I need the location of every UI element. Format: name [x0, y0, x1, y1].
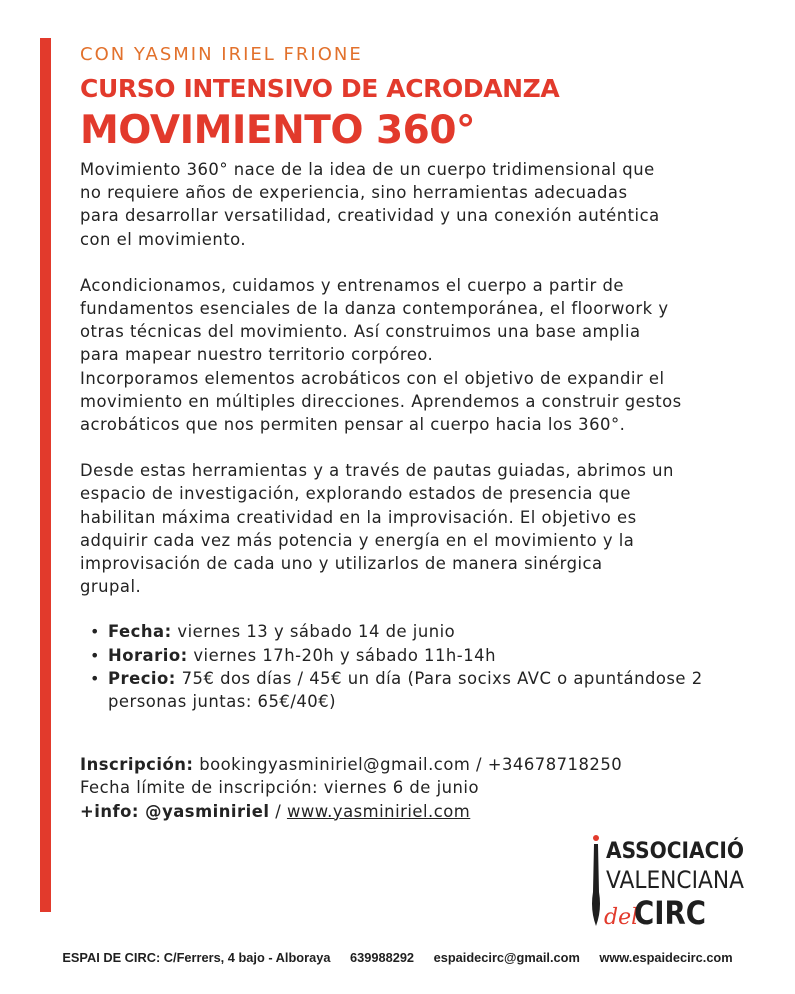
- logo-line1: ASSOCIACIÓ: [606, 839, 742, 864]
- list-item-horario: [80, 644, 780, 667]
- juggling-club-icon: [592, 835, 600, 926]
- info-separator: /: [269, 801, 287, 821]
- course-details-list: [80, 620, 780, 713]
- intro-paragraph: Movimiento 360° nace de la idea de un cuerpo tridimensional que no requiere años de experiencia, sino herramientas adecuadas para desarrollar versatilidad, creatividad y una conexión auténtica con el movimiento.: [80, 160, 660, 249]
- footer: [0, 950, 795, 965]
- contact-section: [80, 753, 780, 823]
- list-item-fecha: [80, 620, 780, 643]
- inscripcion-value: bookingyasminiriel@gmail.com / +34678718250: [193, 755, 623, 775]
- bullet-icon: •: [90, 622, 100, 642]
- instructor-subtitle: CON YASMIN IRIEL FRIONE: [80, 44, 363, 65]
- inscripcion-line: [80, 753, 780, 776]
- fecha-label: Fecha:: [108, 622, 172, 642]
- course-name: MOVIMIENTO 360°: [80, 108, 475, 153]
- info-line: [80, 800, 780, 823]
- bullet-icon: •: [90, 645, 100, 665]
- list-item-precio: [80, 667, 780, 713]
- acrobatics-paragraph: Incorporamos elementos acrobáticos con el objetivo de expandir el movimiento en múltiples direcciones. Aprendemos a construir gestos acrobáticos que nos permiten pensar al cuerpo hacia los 360°.: [80, 368, 682, 435]
- bullet-icon: •: [90, 668, 100, 688]
- precio-label: Precio:: [108, 668, 176, 688]
- logo-line2: VALENCIANA: [606, 866, 745, 894]
- main-content: [80, 42, 780, 823]
- footer-phone[interactable]: 639988292: [350, 950, 415, 965]
- instagram-handle[interactable]: @yasminiriel: [138, 801, 270, 821]
- info-label: +info:: [80, 801, 139, 821]
- footer-web[interactable]: www.espaidecirc.com: [599, 950, 733, 965]
- footer-address: ESPAI DE CIRC: C/Ferrers, 4 bajo - Alboraya: [62, 950, 331, 965]
- conditioning-paragraph: Acondicionamos, cuidamos y entrenamos el cuerpo a partir de fundamentos esenciales de la danza contemporánea, el floorwork y otras técnicas del movimiento. Así construimos una base amplia para mapear nuestro territorio corpóreo.: [80, 275, 669, 365]
- red-accent-bar: [40, 38, 51, 912]
- precio-value: 75€ dos días / 45€ un día (Para socixs AVC o apuntándose 2 personas juntas: 65€/40€): [108, 668, 703, 712]
- website-link[interactable]: www.yasminiriel.com: [286, 801, 471, 821]
- logo-line3: CIRC: [634, 894, 706, 932]
- footer-email[interactable]: espaidecirc@gmail.com: [433, 950, 580, 965]
- avc-logo: [590, 832, 750, 932]
- horario-label: Horario:: [108, 645, 188, 665]
- horario-value: viernes 17h-20h y sábado 11h-14h: [187, 645, 496, 665]
- improvisation-paragraph: Desde estas herramientas y a través de pautas guiadas, abrimos un espacio de investigación, explorando estados de presencia que habilitan máxima creatividad en la improvisación. El objetivo es adquirir cada vez más potencia y energía en el movimiento y la improvisación de cada uno y utilizarlos de manera sinérgica grupal.: [80, 461, 674, 597]
- fecha-limite: Fecha límite de inscripción: viernes 6 de junio: [80, 778, 479, 798]
- logo-script: del: [604, 905, 639, 930]
- inscripcion-label: Inscripción:: [80, 755, 194, 775]
- course-title: CURSO INTENSIVO DE ACRODANZA: [80, 74, 560, 103]
- fecha-value: viernes 13 y sábado 14 de junio: [171, 622, 456, 642]
